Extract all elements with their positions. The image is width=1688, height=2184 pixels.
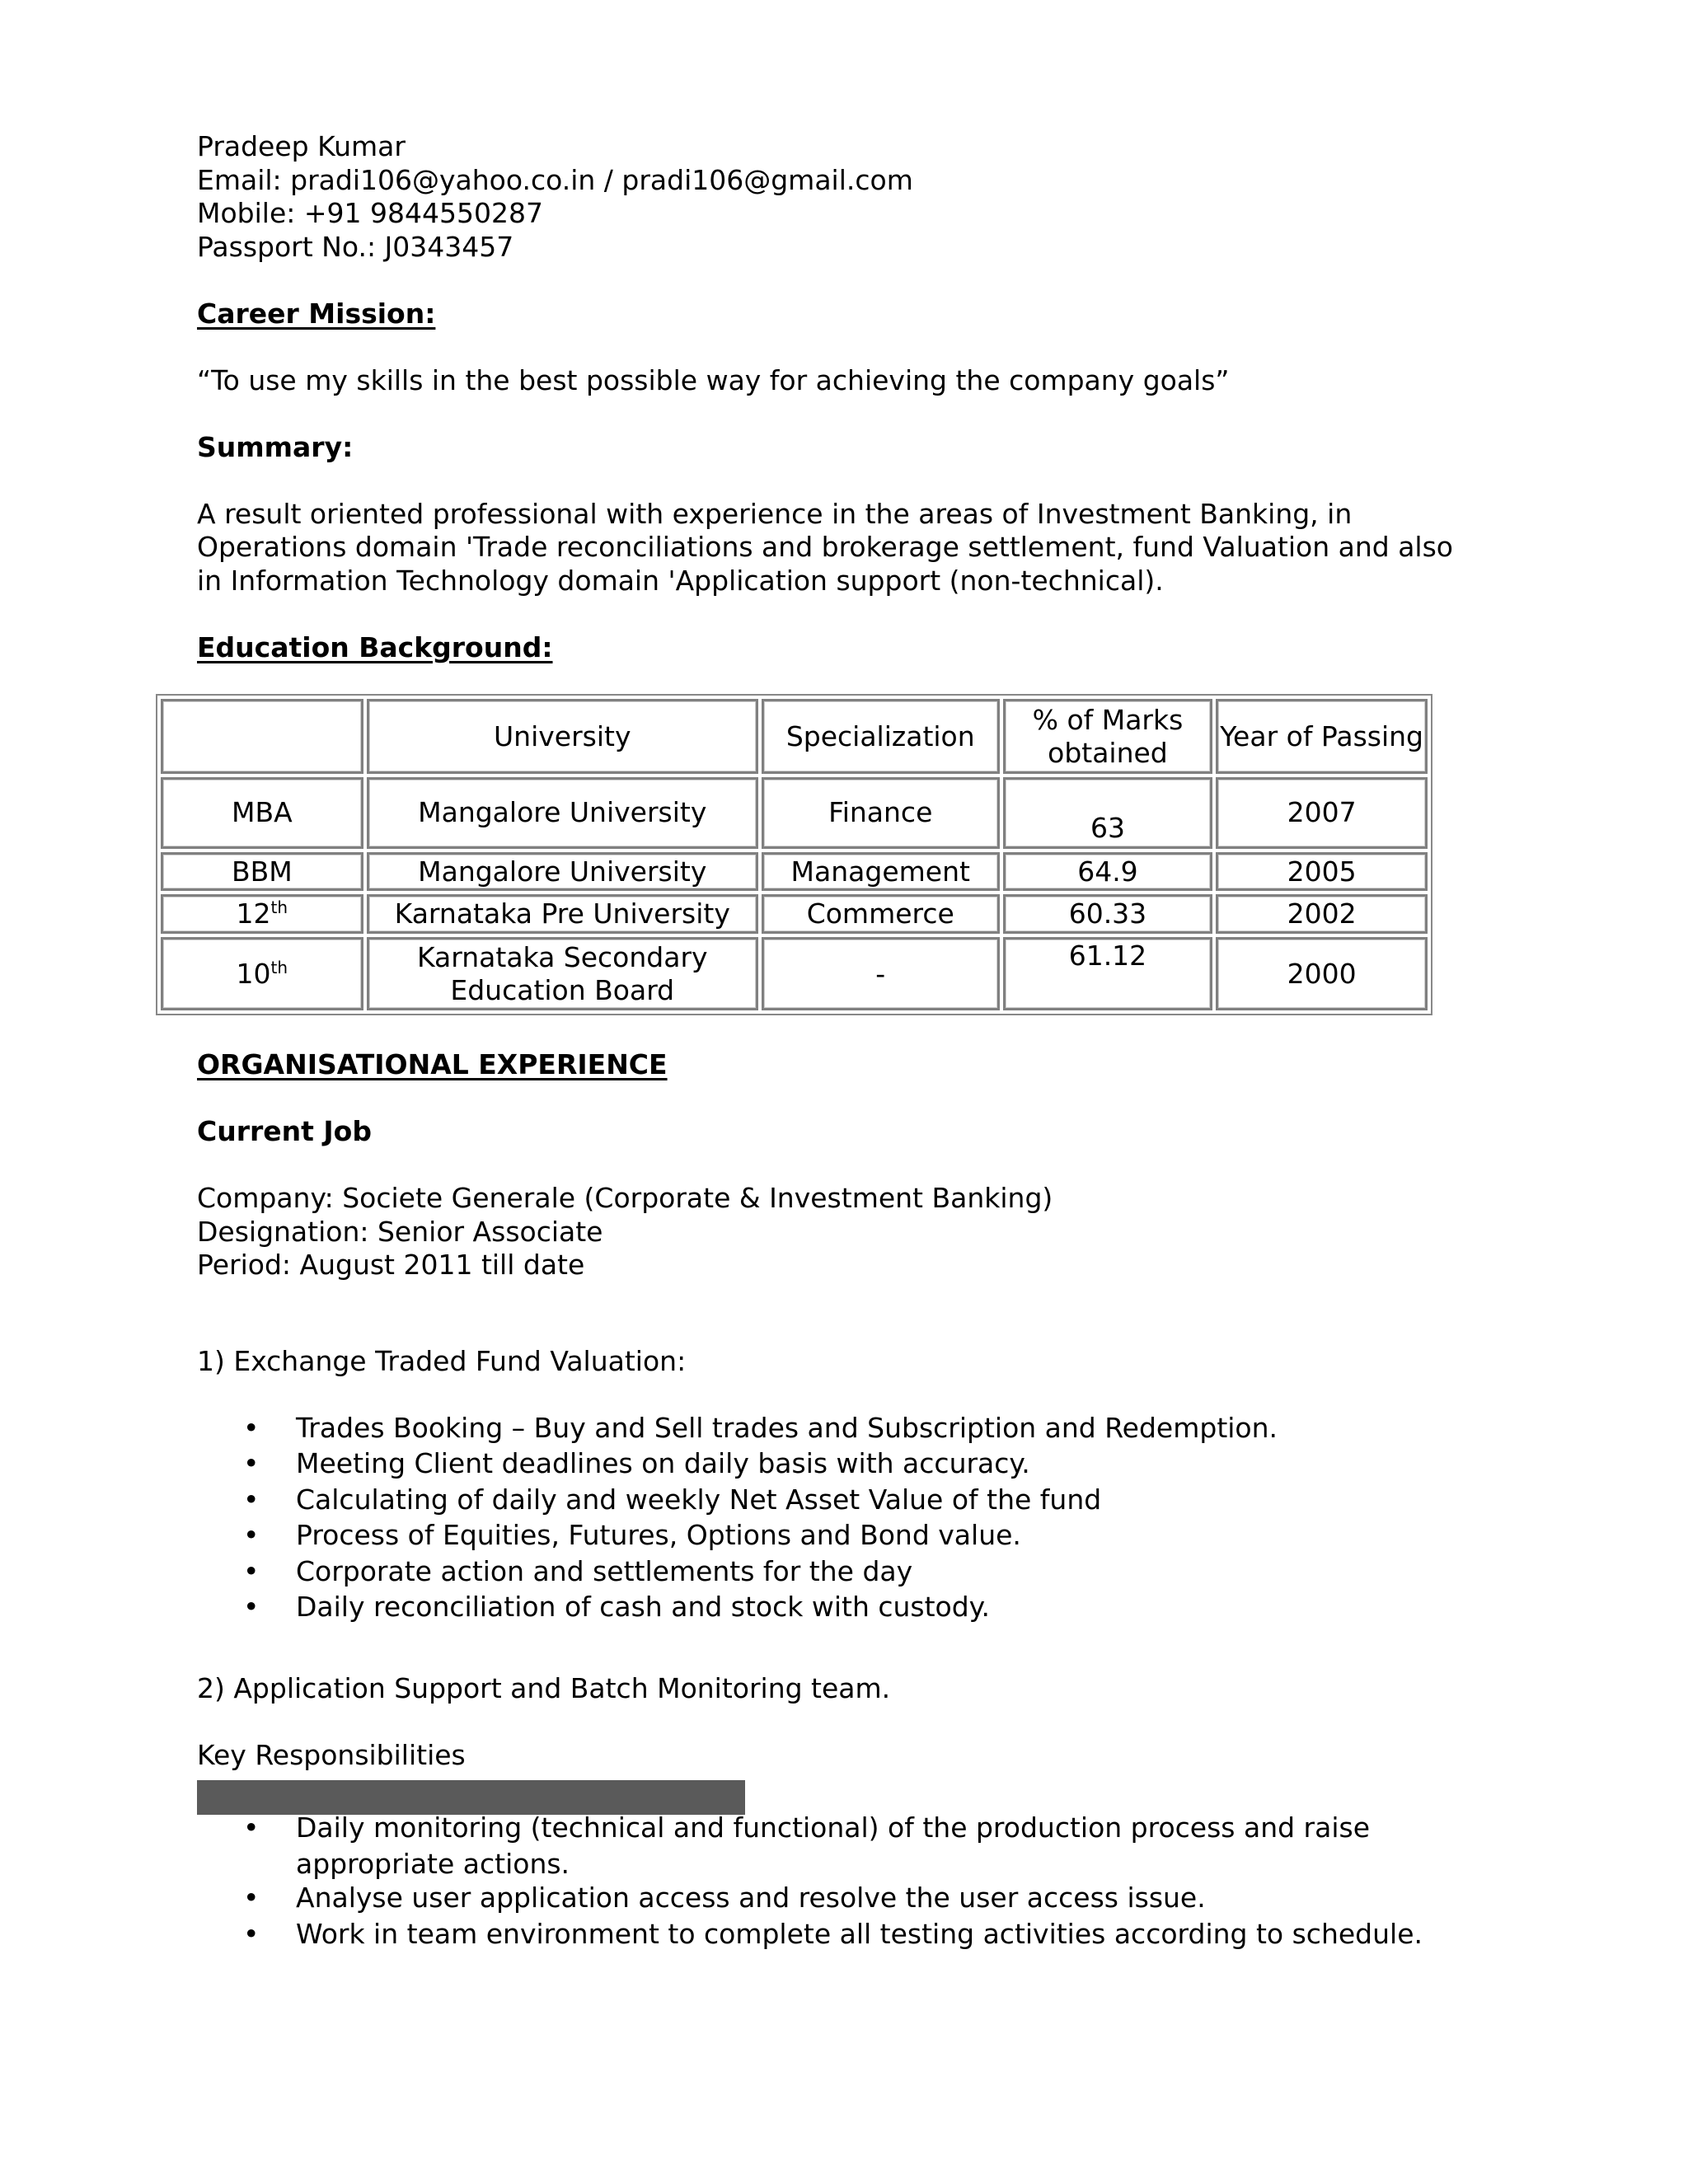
responsibilities-list bbox=[197, 1810, 1499, 1952]
list-item: • Analyse user application access and resolve the user access issue. bbox=[197, 1880, 1499, 1916]
bullet-icon: • bbox=[243, 1917, 260, 1950]
bullet-icon: • bbox=[243, 1591, 260, 1623]
marks-cell: 60.33 bbox=[1003, 894, 1213, 934]
header-cell bbox=[161, 699, 363, 774]
degree-cell: MBA bbox=[161, 777, 363, 849]
year-cell: 2005 bbox=[1216, 852, 1428, 892]
education-heading: Education Background: bbox=[197, 630, 553, 663]
table-row bbox=[161, 894, 1428, 934]
degree-cell bbox=[161, 894, 363, 934]
year-cell: 2000 bbox=[1216, 937, 1428, 1010]
table-row bbox=[161, 852, 1428, 892]
specialization-cell: Management bbox=[762, 852, 1000, 892]
email-line: Email: pradi106@yahoo.co.in / pradi106@gmail.com bbox=[197, 163, 913, 196]
summary-line: A result oriented professional with experience in the areas of Investment Banking, in bbox=[197, 497, 1353, 530]
list-item: • Corporate action and settlements for the day bbox=[197, 1554, 1499, 1590]
mobile-line: Mobile: +91 9844550287 bbox=[197, 197, 543, 229]
list-item: • Trades Booking – Buy and Sell trades and Subscription and Redemption. bbox=[197, 1410, 1499, 1446]
bullet-icon: • bbox=[243, 1447, 260, 1479]
specialization-cell: Finance bbox=[762, 777, 1000, 849]
bullet-icon: • bbox=[243, 1554, 260, 1587]
header-cell-year: Year of Passing bbox=[1216, 699, 1428, 774]
marks-cell: 64.9 bbox=[1003, 852, 1213, 892]
university-cell: Mangalore University bbox=[367, 777, 758, 849]
list-item: • Daily monitoring (technical and functional) of the production process and raise appropriate actions. bbox=[243, 1811, 1371, 1880]
table-row bbox=[161, 777, 1428, 849]
period-line: Period: August 2011 till date bbox=[197, 1249, 585, 1281]
education-table bbox=[156, 694, 1432, 1015]
list-item: • Daily reconciliation of cash and stock with custody. bbox=[197, 1589, 1499, 1625]
experience-heading: ORGANISATIONAL EXPERIENCE bbox=[197, 1048, 668, 1080]
bullet-icon: • bbox=[243, 1483, 260, 1516]
section-title: 1) Exchange Traded Fund Valuation: bbox=[197, 1345, 687, 1377]
degree-number: 12 bbox=[236, 898, 271, 930]
bullet-icon: • bbox=[243, 1882, 260, 1914]
summary-heading: Summary: bbox=[197, 430, 354, 463]
etf-valuation-section bbox=[197, 1345, 1499, 1625]
career-mission-text: “To use my skills in the best possible way for achieving the company goals” bbox=[197, 363, 1230, 396]
table-header-row bbox=[161, 699, 1428, 774]
resume-page bbox=[197, 130, 1499, 664]
degree-number: 10 bbox=[236, 957, 271, 990]
specialization-cell: - bbox=[762, 937, 1000, 1010]
degree-suffix: th bbox=[270, 957, 288, 977]
section-title: 2) Application Support and Batch Monitoring team. bbox=[197, 1672, 891, 1704]
header-cell-specialization: Specialization bbox=[762, 699, 1000, 774]
app-support-section bbox=[197, 1672, 1499, 1773]
header-cell-university: University bbox=[367, 699, 758, 774]
designation-line: Designation: Senior Associate bbox=[197, 1215, 603, 1248]
list-item: • Process of Equities, Futures, Options and Bond value. bbox=[197, 1517, 1499, 1554]
list-item: • Meeting Client deadlines on daily basis with accuracy. bbox=[197, 1446, 1499, 1482]
degree-suffix: th bbox=[270, 898, 288, 918]
company-line: Company: Societe Generale (Corporate & Investment Banking) bbox=[197, 1182, 1053, 1214]
degree-cell: BBM bbox=[161, 852, 363, 892]
university-cell: Mangalore University bbox=[367, 852, 758, 892]
university-cell: Karnataka Pre University bbox=[367, 894, 758, 934]
degree-cell bbox=[161, 937, 363, 1010]
etf-bullet-list bbox=[197, 1410, 1499, 1625]
marks-cell: 63 bbox=[1003, 777, 1213, 849]
list-item: • Work in team environment to complete all testing activities according to schedule. bbox=[197, 1916, 1499, 1952]
list-item: • Calculating of daily and weekly Net Asset Value of the fund bbox=[197, 1482, 1499, 1518]
candidate-name: Pradeep Kumar bbox=[197, 130, 406, 162]
key-responsibilities-label: Key Responsibilities bbox=[197, 1739, 466, 1771]
table-row bbox=[161, 937, 1428, 1010]
year-cell: 2007 bbox=[1216, 777, 1428, 849]
experience-section bbox=[197, 1048, 1499, 1282]
summary-line: in Information Technology domain 'Application support (non-technical). bbox=[197, 564, 1164, 597]
bullet-icon: • bbox=[243, 1519, 260, 1551]
year-cell: 2002 bbox=[1216, 894, 1428, 934]
career-mission-heading: Career Mission: bbox=[197, 297, 436, 330]
header-cell-marks: % of Marks obtained bbox=[1003, 699, 1213, 774]
marks-cell: 61.12 bbox=[1003, 937, 1213, 1010]
university-cell: Karnataka Secondary Education Board bbox=[367, 937, 758, 1010]
bullet-icon: • bbox=[243, 1411, 260, 1444]
summary-line: Operations domain 'Trade reconciliations and brokerage settlement, fund Valuation and also bbox=[197, 531, 1453, 563]
current-job-heading: Current Job bbox=[197, 1115, 372, 1147]
bullet-icon: • bbox=[243, 1811, 260, 1844]
passport-line: Passport No.: J0343457 bbox=[197, 230, 514, 263]
specialization-cell: Commerce bbox=[762, 894, 1000, 934]
